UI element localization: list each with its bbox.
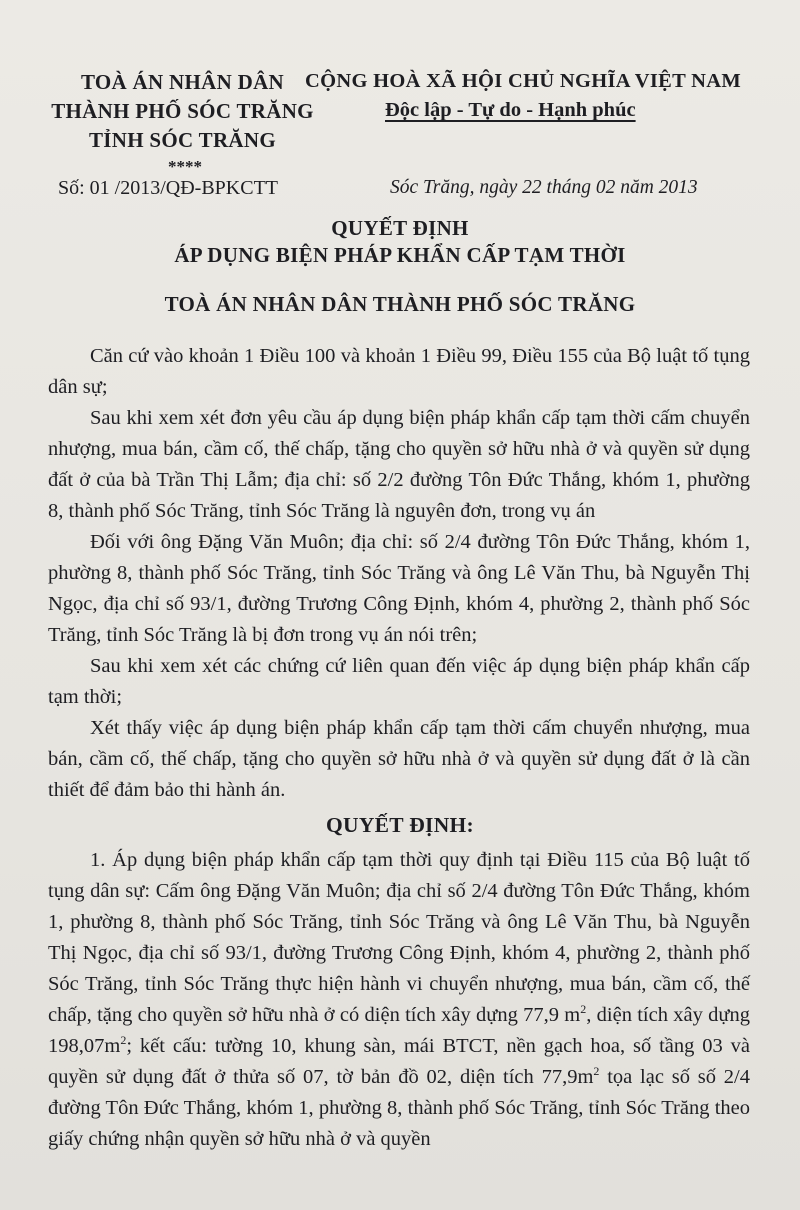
court-name-line2: THÀNH PHỐ SÓC TRĂNG (51, 99, 314, 123)
preamble-necessity: Xét thấy việc áp dụng biện pháp khẩn cấp tạm thời cấm chuyển nhượng, mua bán, cầm cố, thế chấp, tặng cho quyền sở hữu nhà ở và quyền sử dụng đất ở là cần thiết để đảm bảo thi hành án. (48, 717, 750, 801)
national-motto: Độc lập - Tự do - Hạnh phúc (385, 99, 636, 121)
preamble-request: Sau khi xem xét đơn yêu cầu áp dụng biện pháp khẩn cấp tạm thời cấm chuyển nhượng, mua bán, cầm cố, thế chấp, tặng cho quyền sở hữu nhà ở và quyền sử dụng đất ở của bà Trần Thị Lẫm; địa chỉ: số 2/2 đường Tôn Đức Thắng, khóm 1, phường 8, thành phố Sóc Trăng, tỉnh Sóc Trăng là nguyên đơn, trong vụ án (48, 407, 750, 522)
place-and-date: Sóc Trăng, ngày 22 tháng 02 năm 2013 (390, 177, 698, 198)
document-title: QUYẾT ĐỊNH (331, 216, 469, 240)
decision-item-1-text-b: , diện tích xây dựng 198,07m (48, 1004, 750, 1057)
decision-item-1-text-a: 1. Áp dụng biện pháp khẩn cấp tạm thời quy định tại Điều 115 của Bộ luật tố tụng dân sự: Cấm ông Đặng Văn Muôn; địa chỉ số 2/4 đường Tôn Đức Thắng, khóm 1, phường 8, thành phố Sóc Trăng, tỉnh Sóc Trăng và ông Lê Văn Thu, bà Nguyễn Thị Ngọc, địa chỉ số 93/1, đường Trương Công Định, khóm 4, phường 2, thành phố Sóc Trăng, tỉnh Sóc Trăng thực hiện hành vi chuyển nhượng, mua bán, cầm cố, thế chấp, tặng cho quyền sở hữu nhà ở có diện tích xây dựng 77,9 m (48, 849, 750, 1026)
preamble-evidence: Sau khi xem xét các chứng cứ liên quan đến việc áp dụng biện pháp khẩn cấp tạm thời; (48, 655, 750, 708)
republic-name: CỘNG HOÀ XÃ HỘI CHỦ NGHĨA VIỆT NAM (305, 70, 741, 92)
superscript-2-b: 2 (120, 1033, 127, 1048)
document-number: Số: 01 /2013/QĐ-BPKCTT (58, 177, 279, 199)
superscript-2-a: 2 (580, 1002, 587, 1017)
superscript-2-c: 2 (593, 1064, 600, 1079)
court-name-line1: TOÀ ÁN NHÂN DÂN (80, 70, 285, 94)
decision-item-1-text-c: ; kết cấu: tường 10, khung sàn, mái BTCT, nền gạch hoa, số tầng 03 và quyền sử dụng đất ở thửa số 07, tờ bản đồ 02, diện tích 77,9m (48, 1035, 750, 1088)
court-name-line3: TỈNH SÓC TRĂNG (88, 128, 277, 152)
document-subtitle: ÁP DỤNG BIỆN PHÁP KHẨN CẤP TẠM THỜI (174, 243, 626, 267)
issuing-court: TOÀ ÁN NHÂN DÂN THÀNH PHỐ SÓC TRĂNG (164, 292, 636, 316)
court-separator-stars: **** (168, 157, 202, 176)
decision-heading: QUYẾT ĐỊNH: (325, 813, 475, 837)
decision-item-1 (48, 845, 750, 1155)
preamble-legal-basis: Căn cứ vào khoản 1 Điều 100 và khoản 1 Điều 99, Điều 155 của Bộ luật tố tụng dân sự; (48, 345, 750, 398)
preamble-defendants: Đối với ông Đặng Văn Muôn; địa chỉ: số 2/4 đường Tôn Đức Thắng, khóm 1, phường 8, thành phố Sóc Trăng, tỉnh Sóc Trăng và ông Lê Văn Thu, bà Nguyễn Thị Ngọc, địa chỉ số 93/1, đường Trương Công Định, khóm 4, phường 2, thành phố Sóc Trăng, tỉnh Sóc Trăng là bị đơn trong vụ án nói trên; (48, 531, 750, 646)
decision-item-1-text-d: tọa lạc số số 2/4 đường Tôn Đức Thắng, khóm 1, phường 8, thành phố Sóc Trăng, tỉnh Sóc Trăng theo giấy chứng nhận quyền sở hữu nhà ở và quyền (48, 1066, 750, 1150)
